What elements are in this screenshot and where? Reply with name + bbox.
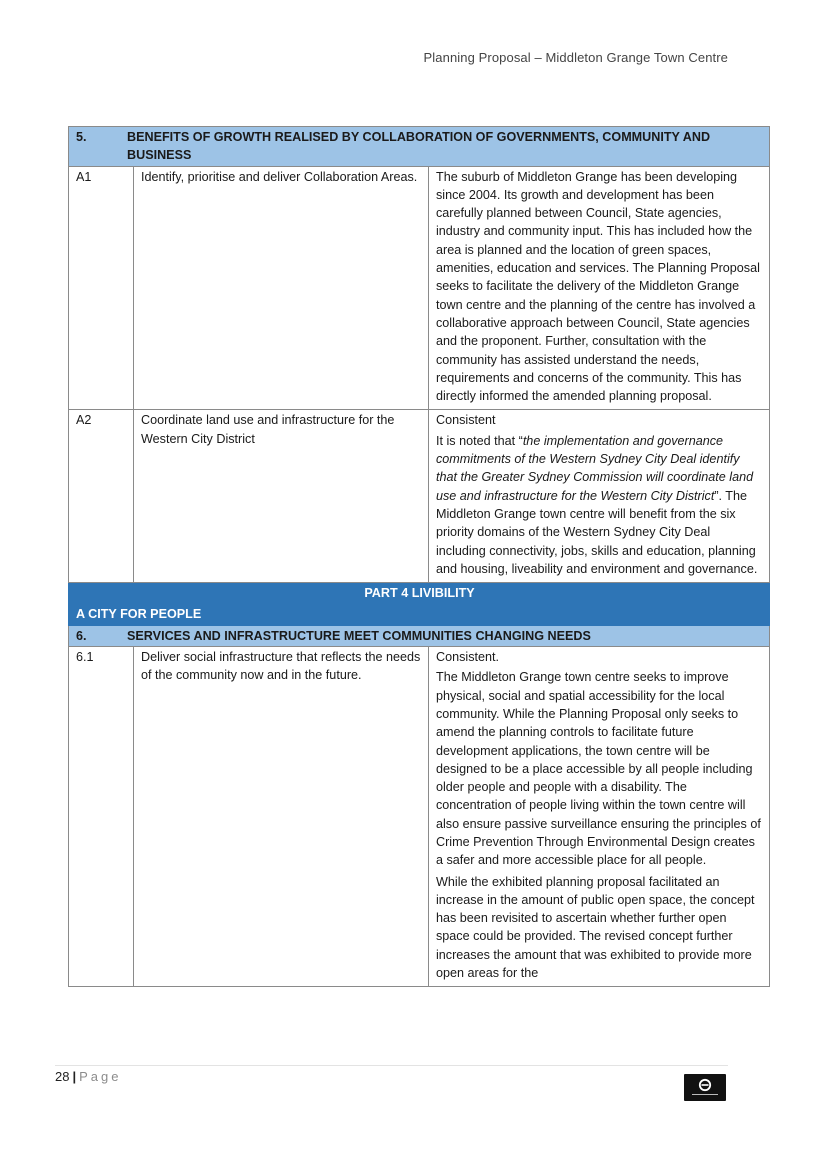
response-paragraph [436, 432, 763, 578]
table-row [69, 647, 770, 987]
action-text: Coordinate land use and infrastructure for the Western City District [134, 410, 429, 583]
page-number: 28 [55, 1069, 70, 1084]
response-paragraph: The suburb of Middleton Grange has been developing since 2004. Its growth and development has been carefully planned between Council, State agencies, industry and community input. This has included how the area is planned and the location of green spaces, amenities, education and services. The Planning Proposal seeks to facilitate the delivery of the Middleton Grange town centre and the planning of the centre has involved a collaborative approach between Council, State agencies and the proponent. Further, consultation with the community has assisted understand the needs, requirements and concerns of the community. This has directly informed the amended planning proposal. [436, 169, 760, 404]
page-separator: | [72, 1069, 77, 1084]
section-number: 6. [76, 628, 87, 643]
section-5-header-cell [69, 127, 770, 167]
section-5-header-row [69, 127, 770, 167]
response-paragraph: The Middleton Grange town centre seeks to improve physical, social and spatial accessibility for the local community. While the Planning Proposal only seeks to amend the planning controls to facilitate future development applications, the town centre will be designed to be a place accessible by all people including older people and people with a disability. The concentration of people living within the town centre will also ensure passive surveillance ensuring the principles of Crime Prevention Through Environmental Design creates a safer and more accessible place for all people. [436, 670, 761, 868]
response-cell [429, 410, 770, 583]
response-cell [429, 647, 770, 987]
response-quote: the implementation and governance commitments of the Western Sydney City Deal identify that the Greater Sydney Commission will coordinate land use and infrastructure for the Western City District [436, 433, 754, 503]
action-text: Identify, prioritise and deliver Collaboration Areas. [134, 166, 429, 410]
row-id: A1 [69, 166, 134, 410]
section-6-header-row [69, 625, 770, 646]
row-id: 6.1 [69, 647, 134, 987]
section-number: 5. [76, 130, 87, 144]
strategy-consistency-table [68, 126, 770, 987]
consistency-status: Consistent. [436, 650, 499, 665]
city-for-people-row [69, 604, 770, 625]
response-paragraph: While the exhibited planning proposal facilitated an increase in the amount of public open space, the concept has been revisited to ascertain whether further open space could be provided. The revised concept further increases the amount that was exhibited to provide more open areas for the [436, 874, 755, 981]
running-header: Planning Proposal – Middleton Grange Town Centre [423, 50, 728, 65]
table-row [69, 410, 770, 583]
consistency-status: Consistent [436, 413, 496, 428]
section-title: BENEFITS OF GROWTH REALISED BY COLLABORATION OF GOVERNMENTS, COMMUNITY AND BUSINESS [127, 130, 711, 163]
action-text: Deliver social infrastructure that reflects the needs of the community now and in the future. [134, 647, 429, 987]
response-text-pre: It is noted that “ [436, 433, 523, 448]
row-id: A2 [69, 410, 134, 583]
table-row [69, 166, 770, 410]
company-logo-icon [684, 1074, 726, 1101]
section-title: SERVICES AND INFRASTRUCTURE MEET COMMUNITIES CHANGING NEEDS [127, 628, 591, 643]
page-number-footer [55, 1069, 121, 1084]
part-title: PART 4 LIVIBILITY [69, 583, 770, 604]
response-cell [429, 166, 770, 410]
response-text-post: ”. The Middleton Grange town centre will benefit from the six priority domains of the Western Sydney City Deal including connectivity, jobs, skills and education, planning and housing, liveability and environment and governance. [436, 488, 758, 576]
footer-divider [55, 1065, 728, 1066]
subheading-title: A CITY FOR PEOPLE [69, 604, 770, 625]
part-4-header-row [69, 583, 770, 604]
section-6-header-cell [69, 625, 770, 646]
page-label: Page [79, 1069, 122, 1084]
